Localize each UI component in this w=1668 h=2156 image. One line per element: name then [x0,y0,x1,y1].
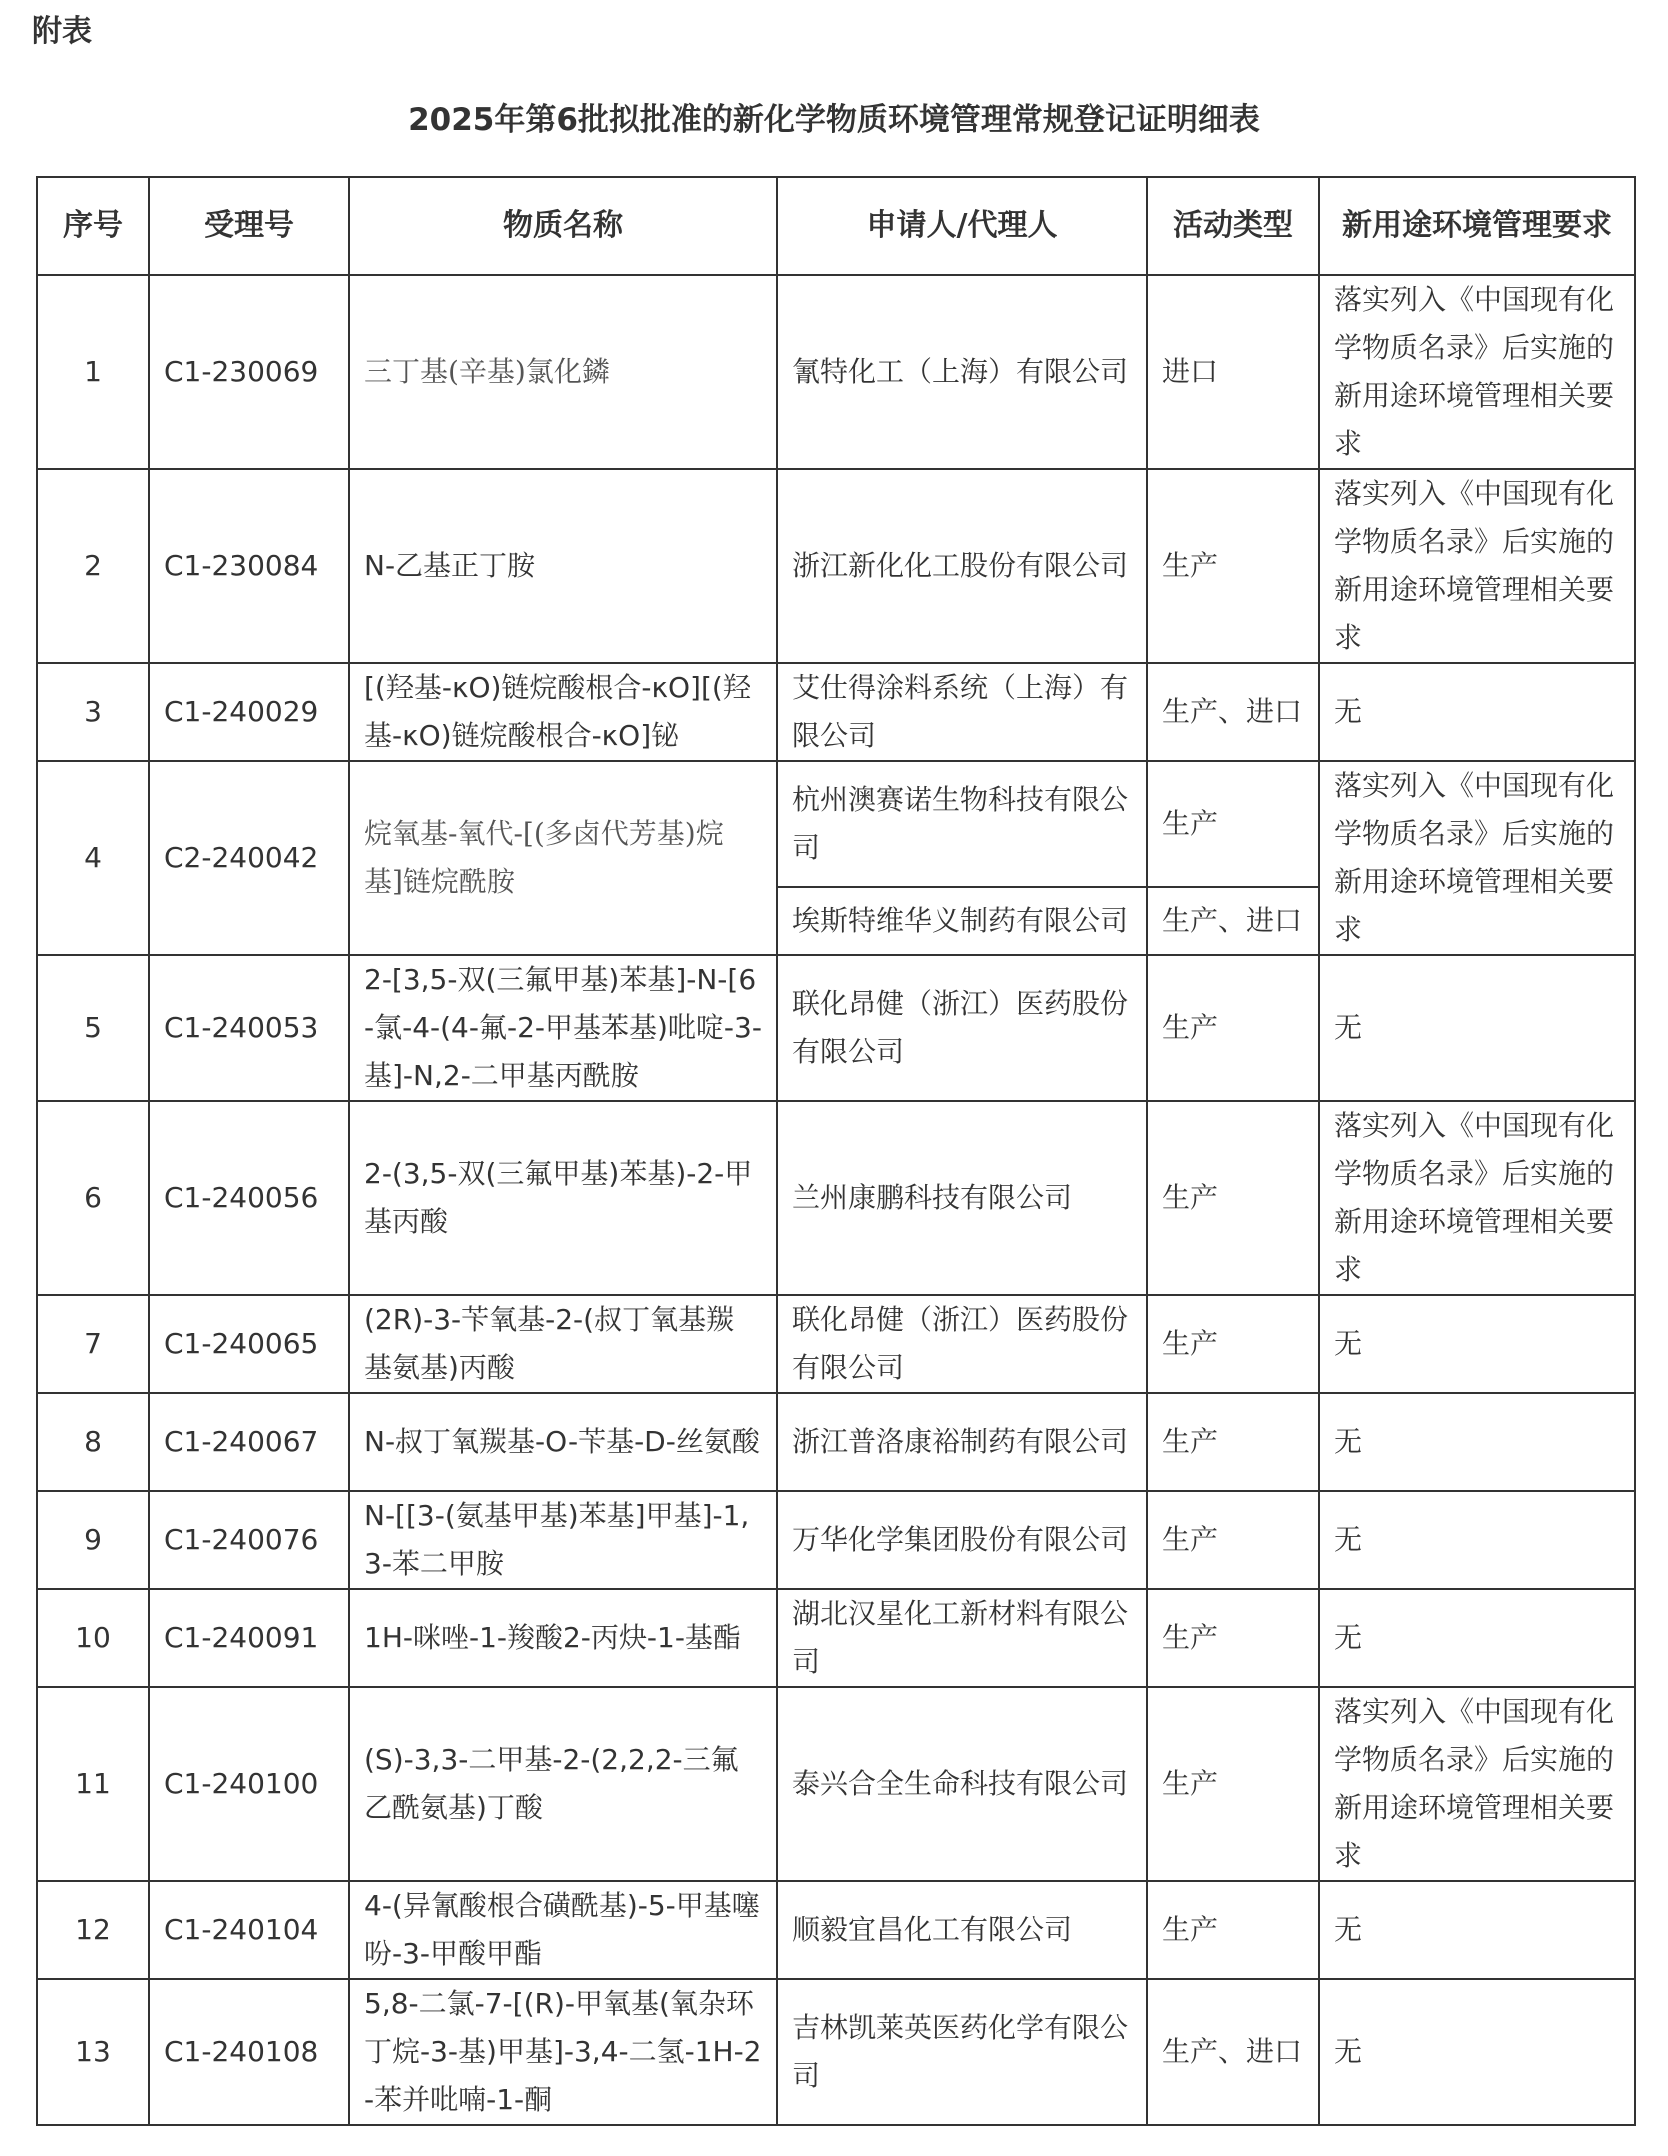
cell-substance-name: 三丁基(辛基)氯化鏻 [349,275,777,469]
table-row [37,469,1635,663]
cell-index: 7 [37,1295,149,1393]
cell-acceptance-no: C1-240056 [149,1101,349,1295]
cell-requirement: 无 [1319,1589,1635,1687]
cell-activity-type: 生产 [1147,1101,1319,1295]
cell-requirement: 无 [1319,1393,1635,1491]
cell-acceptance-no: C1-240108 [149,1979,349,2125]
cell-acceptance-no: C1-240067 [149,1393,349,1491]
cell-applicant: 浙江新化化工股份有限公司 [777,469,1147,663]
cell-index: 4 [37,761,149,955]
cell-substance-name: 烷氧基-氧代-[(多卤代芳基)烷基]链烷酰胺 [349,761,777,955]
cell-substance-name: (S)-3,3-二甲基-2-(2,2,2-三氟乙酰氨基)丁酸 [349,1687,777,1881]
cell-activity-type: 生产、进口 [1147,1979,1319,2125]
table-row [37,1589,1635,1687]
cell-activity-type: 生产 [1147,1589,1319,1687]
cell-applicant: 联化昂健（浙江）医药股份有限公司 [777,1295,1147,1393]
cell-applicant: 湖北汉星化工新材料有限公司 [777,1589,1147,1687]
cell-acceptance-no: C1-240053 [149,955,349,1101]
cell-acceptance-no: C1-240104 [149,1881,349,1979]
cell-requirement: 无 [1319,1979,1635,2125]
table-row [37,1979,1635,2125]
cell-requirement: 无 [1319,1491,1635,1589]
cell-applicant: 杭州澳赛诺生物科技有限公司 [777,761,1147,887]
cell-substance-name: 1H-咪唑-1-羧酸2-丙炔-1-基酯 [349,1589,777,1687]
cell-requirement: 落实列入《中国现有化学物质名录》后实施的新用途环境管理相关要求 [1319,275,1635,469]
cell-activity-type: 生产 [1147,761,1319,887]
cell-acceptance-no: C1-240076 [149,1491,349,1589]
cell-activity-type: 生产 [1147,1491,1319,1589]
cell-applicant: 吉林凯莱英医药化学有限公司 [777,1979,1147,2125]
cell-requirement: 无 [1319,1295,1635,1393]
header-activity-type: 活动类型 [1147,177,1319,275]
cell-activity-type: 生产 [1147,955,1319,1101]
cell-applicant: 泰兴合全生命科技有限公司 [777,1687,1147,1881]
cell-index: 12 [37,1881,149,1979]
table-row [37,761,1635,887]
cell-requirement: 无 [1319,955,1635,1101]
cell-activity-type: 生产 [1147,1687,1319,1881]
cell-index: 10 [37,1589,149,1687]
cell-substance-name: 5,8-二氯-7-[(R)-甲氧基(氧杂环丁烷-3-基)甲基]-3,4-二氢-1H-2-苯并吡喃-1-酮 [349,1979,777,2125]
table-row [37,955,1635,1101]
cell-index: 1 [37,275,149,469]
cell-substance-name: 2-(3,5-双(三氟甲基)苯基)-2-甲基丙酸 [349,1101,777,1295]
cell-index: 11 [37,1687,149,1881]
cell-index: 8 [37,1393,149,1491]
cell-activity-type: 生产 [1147,1881,1319,1979]
cell-substance-name: 2-[3,5-双(三氟甲基)苯基]-N-[6-氯-4-(4-氟-2-甲基苯基)吡啶-3-基]-N,2-二甲基丙酰胺 [349,955,777,1101]
cell-substance-name: (2R)-3-苄氧基-2-(叔丁氧基羰基氨基)丙酸 [349,1295,777,1393]
cell-requirement: 落实列入《中国现有化学物质名录》后实施的新用途环境管理相关要求 [1319,469,1635,663]
cell-acceptance-no: C1-240065 [149,1295,349,1393]
header-substance-name: 物质名称 [349,177,777,275]
cell-activity-type: 生产 [1147,1393,1319,1491]
cell-index: 2 [37,469,149,663]
cell-index: 13 [37,1979,149,2125]
cell-index: 3 [37,663,149,761]
cell-acceptance-no: C1-230069 [149,275,349,469]
table-row [37,1491,1635,1589]
cell-substance-name: 4-(异氰酸根合磺酰基)-5-甲基噻吩-3-甲酸甲酯 [349,1881,777,1979]
cell-index: 9 [37,1491,149,1589]
cell-activity-type: 生产、进口 [1147,663,1319,761]
header-acceptance-no: 受理号 [149,177,349,275]
cell-applicant: 万华化学集团股份有限公司 [777,1491,1147,1589]
cell-acceptance-no: C1-240029 [149,663,349,761]
table-row [37,1687,1635,1881]
cell-acceptance-no: C1-240091 [149,1589,349,1687]
cell-activity-type-2: 生产、进口 [1147,887,1319,955]
cell-acceptance-no: C2-240042 [149,761,349,955]
table-row [37,663,1635,761]
header-index: 序号 [37,177,149,275]
cell-requirement: 落实列入《中国现有化学物质名录》后实施的新用途环境管理相关要求 [1319,1101,1635,1295]
cell-requirement: 落实列入《中国现有化学物质名录》后实施的新用途环境管理相关要求 [1319,1687,1635,1881]
cell-applicant: 兰州康鹏科技有限公司 [777,1101,1147,1295]
cell-substance-name: [(羟基-κO)链烷酸根合-κO][(羟基-κO)链烷酸根合-κO]铋 [349,663,777,761]
cell-acceptance-no: C1-230084 [149,469,349,663]
table-row [37,1881,1635,1979]
cell-substance-name: N-[[3-(氨基甲基)苯基]甲基]-1,3-苯二甲胺 [349,1491,777,1589]
cell-substance-name: N-乙基正丁胺 [349,469,777,663]
table-row [37,1393,1635,1491]
cell-applicant: 浙江普洛康裕制药有限公司 [777,1393,1147,1491]
table-row [37,275,1635,469]
cell-acceptance-no: C1-240100 [149,1687,349,1881]
table-row [37,1101,1635,1295]
cell-applicant: 氰特化工（上海）有限公司 [777,275,1147,469]
table-header-row [37,177,1635,275]
cell-index: 5 [37,955,149,1101]
cell-applicant: 艾仕得涂料系统（上海）有限公司 [777,663,1147,761]
cell-substance-name: N-叔丁氧羰基-O-苄基-D-丝氨酸 [349,1393,777,1491]
header-requirement: 新用途环境管理要求 [1319,177,1635,275]
cell-activity-type: 生产 [1147,1295,1319,1393]
attachment-label: 附表 [32,14,92,49]
table-row [37,1295,1635,1393]
cell-applicant: 联化昂健（浙江）医药股份有限公司 [777,955,1147,1101]
cell-requirement: 无 [1319,1881,1635,1979]
header-applicant: 申请人/代理人 [777,177,1147,275]
document-title: 2025年第6批拟批准的新化学物质环境管理常规登记证明细表 [408,102,1260,138]
registration-table [36,176,1636,2126]
cell-activity-type: 生产 [1147,469,1319,663]
cell-requirement: 落实列入《中国现有化学物质名录》后实施的新用途环境管理相关要求 [1319,761,1635,955]
cell-index: 6 [37,1101,149,1295]
cell-applicant: 顺毅宜昌化工有限公司 [777,1881,1147,1979]
cell-activity-type: 进口 [1147,275,1319,469]
cell-requirement: 无 [1319,663,1635,761]
cell-applicant-2: 埃斯特维华义制药有限公司 [777,887,1147,955]
